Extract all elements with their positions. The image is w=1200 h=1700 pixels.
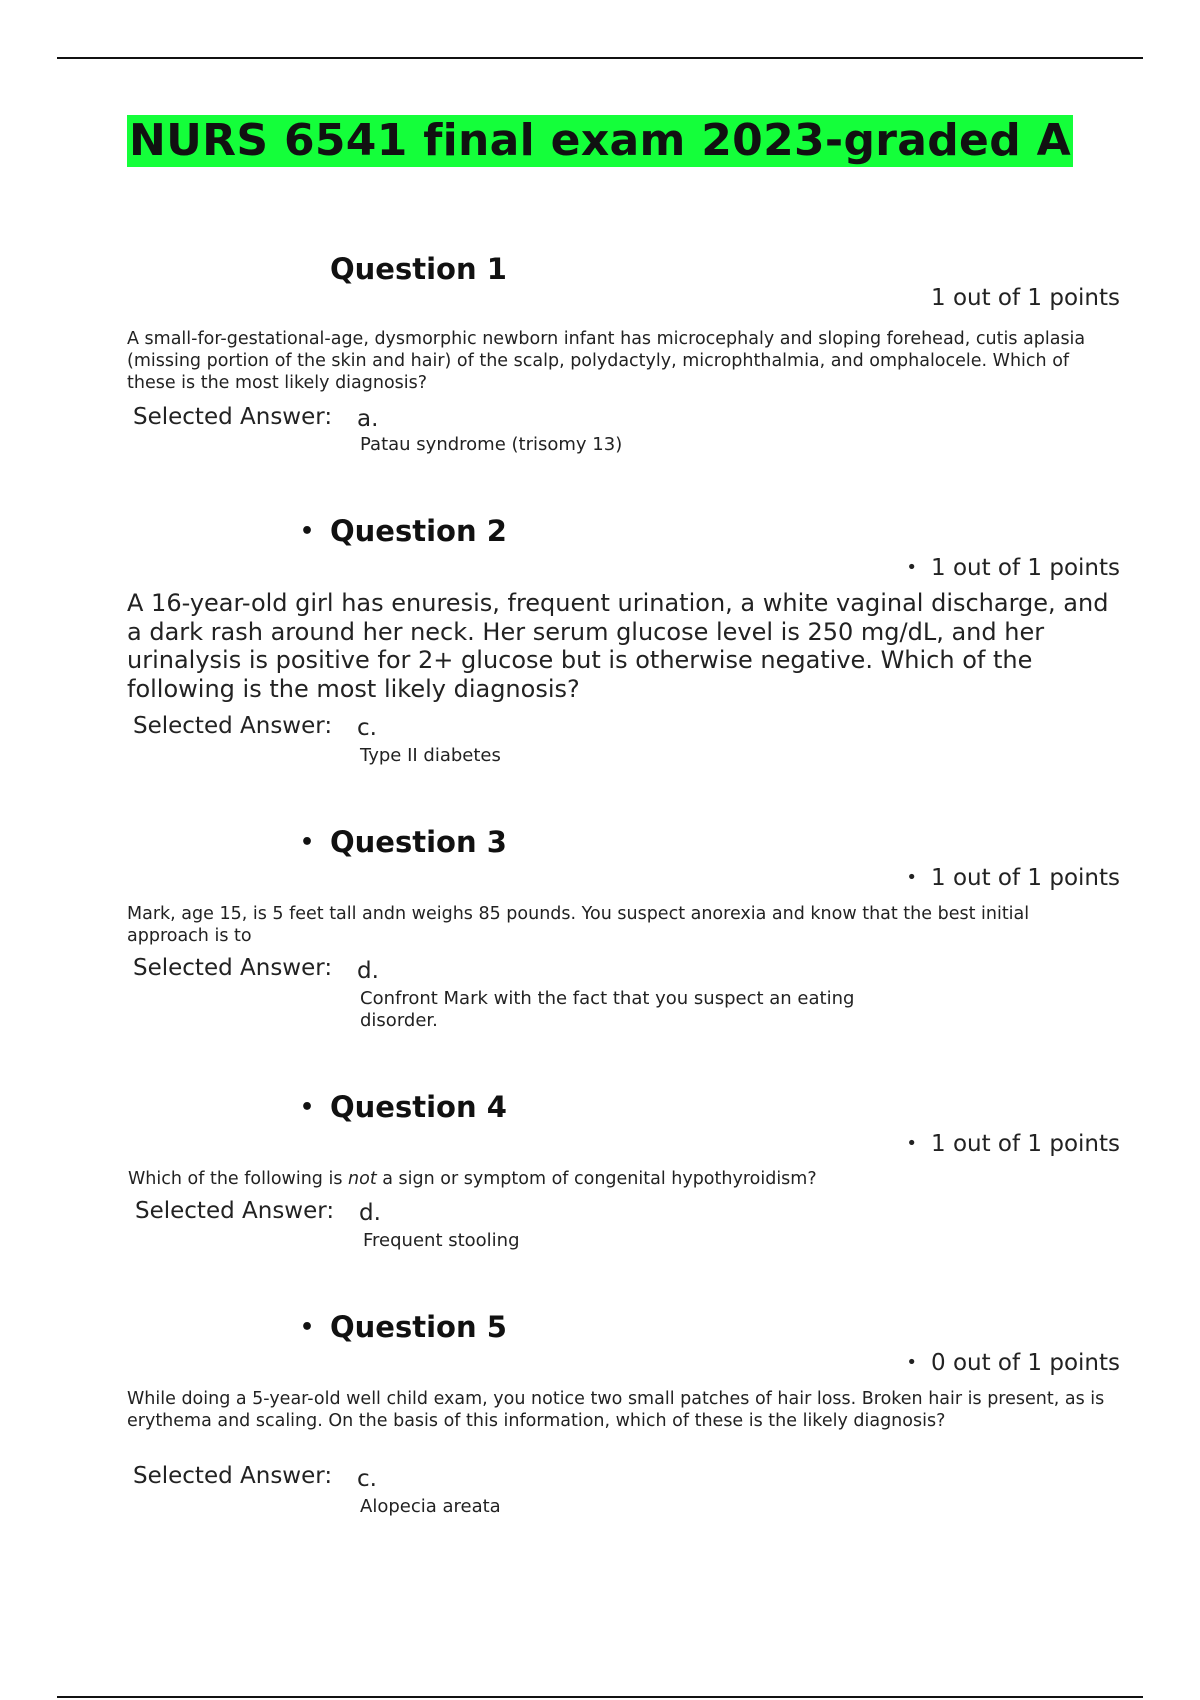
question-heading-row xyxy=(300,1090,507,1124)
question-heading: Question 4 xyxy=(330,1090,507,1124)
points-value: 0 out of 1 points xyxy=(931,1350,1120,1376)
selected-answer-letter: d. xyxy=(357,958,379,984)
question-points xyxy=(906,865,1120,891)
question-heading-row xyxy=(300,1310,507,1344)
selected-answer-label: Selected Answer: xyxy=(133,404,333,430)
top-rule xyxy=(57,57,1143,59)
question-points xyxy=(906,1350,1120,1376)
question-text: Mark, age 15, is 5 feet tall andn weighs 85 pounds. You suspect anorexia and know that the best initial approach is to xyxy=(127,904,1030,946)
selected-answer-label: Selected Answer: xyxy=(135,1198,335,1224)
question-heading-row xyxy=(300,514,507,548)
question-text-part: a sign or symptom of congenital hypothyroidism? xyxy=(376,1169,817,1189)
question-text-part: Which of the following is xyxy=(128,1169,349,1189)
points-value: 1 out of 1 points xyxy=(931,1131,1120,1157)
title-wrap xyxy=(0,115,1200,167)
bullet-icon: • xyxy=(300,519,315,544)
document-title: NURS 6541 final exam 2023-graded A xyxy=(129,115,1071,166)
selected-answer-text: Frequent stooling xyxy=(363,1230,520,1251)
question-heading-row xyxy=(300,825,507,859)
question-text: While doing a 5-year-old well child exam, you notice two small patches of hair loss. Broken hair is present, as is erythema and scaling. On the basis of this information, which of these is the likely diagnosis? xyxy=(127,1389,1105,1431)
selected-answer-text: Patau syndrome (trisomy 13) xyxy=(360,434,623,455)
selected-answer-label: Selected Answer: xyxy=(133,955,333,981)
question-text: A small-for-gestational-age, dysmorphic newborn infant has microcephaly and sloping forehead, cutis aplasia (missing portion of the skin and hair) of the scalp, polydactyly, microphthalmia, and omphalocele. Which of these is the most likely diagnosis? xyxy=(127,329,1086,393)
selected-answer-letter: c. xyxy=(357,715,377,741)
points-value: 1 out of 1 points xyxy=(931,555,1120,581)
bullet-icon: • xyxy=(300,830,315,855)
question-text-emphasis: not xyxy=(348,1169,377,1189)
question-heading: Question 2 xyxy=(330,514,507,548)
bullet-icon: • xyxy=(906,1133,917,1154)
question-text xyxy=(128,1168,1108,1190)
selected-answer-text: Confront Mark with the fact that you suspect an eating disorder. xyxy=(360,988,855,1031)
question-points xyxy=(906,1131,1120,1157)
question-heading: Question 3 xyxy=(330,825,507,859)
bullet-icon: • xyxy=(906,867,917,888)
question-heading: Question 1 xyxy=(330,252,507,286)
bullet-icon: • xyxy=(906,1352,917,1373)
selected-answer-label: Selected Answer: xyxy=(133,1463,333,1489)
question-points xyxy=(931,285,1120,311)
selected-answer-text: Alopecia areata xyxy=(360,1496,501,1517)
selected-answer-letter: d. xyxy=(359,1200,381,1226)
points-value: 1 out of 1 points xyxy=(931,285,1120,311)
selected-answer-letter: c. xyxy=(357,1466,377,1492)
selected-answer-label: Selected Answer: xyxy=(133,713,333,739)
question-text: A 16-year-old girl has enuresis, frequent urination, a white vaginal discharge, and a dark rash around her neck. Her serum glucose level is 250 mg/dL, and her urinalysis is positive for 2+ glucose but is otherwise negative. Which of the following is the most likely diagnosis? xyxy=(127,589,1109,703)
bottom-rule xyxy=(57,1696,1143,1698)
selected-answer-letter: a. xyxy=(357,406,379,432)
bullet-icon: • xyxy=(906,557,917,578)
bullet-icon: • xyxy=(300,1315,315,1340)
question-points xyxy=(906,555,1120,581)
selected-answer-text: Type II diabetes xyxy=(360,745,501,766)
question-heading: Question 5 xyxy=(330,1310,507,1344)
bullet-icon: • xyxy=(300,1095,315,1120)
points-value: 1 out of 1 points xyxy=(931,865,1120,891)
